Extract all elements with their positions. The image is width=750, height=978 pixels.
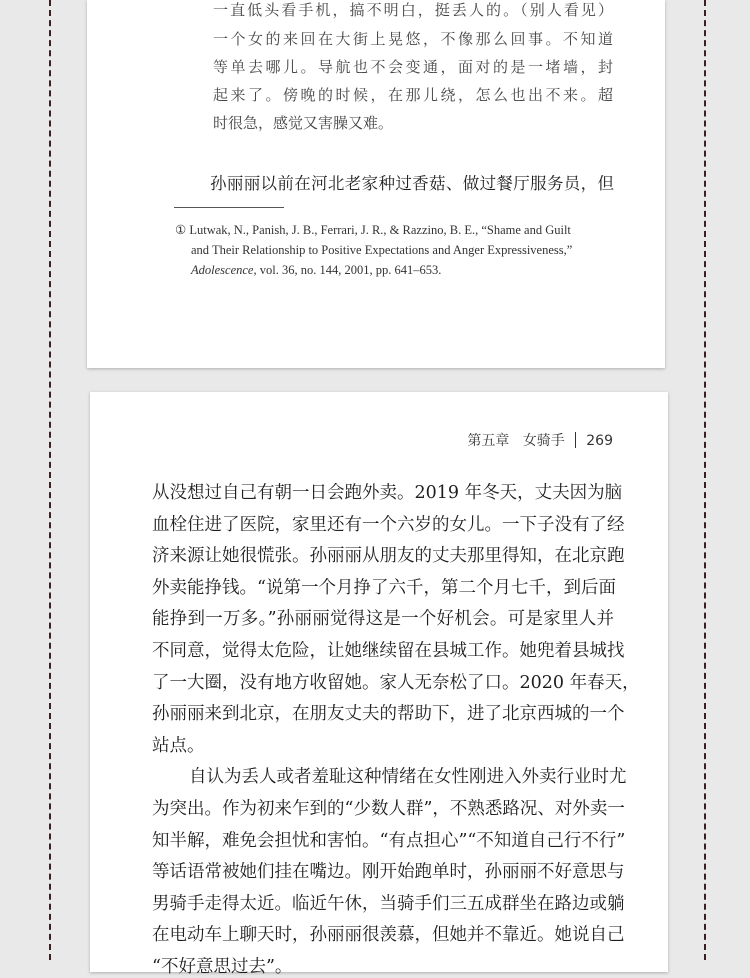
body-line: 知半解，难免会担忧和害怕。“有点担心”“不知道自己行不行” — [152, 830, 626, 851]
chapter-title: 女骑手 — [522, 433, 565, 449]
body-line: 男骑手走得太近。临近午休，当骑手们三五成群坐在路边或躺 — [152, 893, 625, 914]
footnote-marker: ① — [175, 223, 187, 237]
header-divider — [575, 432, 577, 448]
body-line: 在电动车上聊天时，孙丽丽很羡慕，但她并不靠近。她说自己 — [152, 925, 625, 946]
body-line: 站点。 — [152, 735, 205, 756]
body-line: 孙丽丽以前在河北老家种过香菇、做过餐厅服务员，但 — [210, 174, 614, 193]
right-dashed-border — [704, 0, 706, 960]
quote-line: 等单去哪儿。导航也不会变通，面对的是一堵墙，封 — [213, 58, 613, 76]
left-dashed-border — [49, 0, 51, 960]
quote-line: 一直低头看手机，搞不明白，挺丢人的。（别人看见） — [213, 1, 613, 19]
body-line: “不好意思过去”。 — [152, 957, 293, 977]
body-line: 能挣到一万多。”孙丽丽觉得这是一个好机会。可是家里人并 — [152, 609, 614, 630]
body-line: 血栓住进了医院，家里还有一个六岁的女儿。一下子没有了经 — [152, 514, 625, 535]
page-number: 269 — [586, 433, 613, 449]
body-line: 等话语常被她们挂在嘴边。刚开始跑单时，孙丽丽不好意思与 — [152, 862, 625, 883]
body-line: 从没想过自己有朝一日会跑外卖。2019 年冬天，丈夫因为脑 — [152, 483, 623, 503]
body-line: 不同意，觉得太危险，让她继续留在县城工作。她兜着县城找 — [152, 641, 625, 661]
footnote-line: , vol. 36, no. 144, 2001, pp. 641–653. — [253, 263, 442, 277]
footnote-rule — [174, 207, 284, 208]
body-line: 了一大圈，没有地方收留她。家人无奈松了口。2020 年春天， — [152, 672, 640, 693]
running-header — [467, 430, 613, 450]
body-line: 为突出。作为初来乍到的“少数人群”，不熟悉路况、对外卖一 — [152, 799, 625, 819]
footnote-line: and Their Relationship to Positive Expectations and Anger Expressiveness,” — [191, 243, 573, 257]
book-page-bottom — [90, 392, 668, 977]
chapter-label: 第五章 — [467, 433, 510, 449]
book-page-top — [87, 0, 665, 368]
quote-line: 时很急，感觉又害臊又难。 — [213, 114, 394, 132]
quote-line: 一个女的来回在大街上晃悠，不像那么回事。不知道 — [213, 30, 613, 48]
footnote-journal: Adolescence — [191, 263, 254, 277]
body-line: 自认为丢人或者羞耻这种情绪在女性刚进入外卖行业时尤 — [189, 767, 627, 788]
footnote — [175, 220, 572, 280]
footnote-line: Lutwak, N., Panish, J. B., Ferrari, J. R., & Razzino, B. E., “Shame and Guilt — [189, 223, 571, 237]
body-line: 孙丽丽来到北京，在朋友丈夫的帮助下，进了北京西城的一个 — [152, 704, 625, 725]
body-line: 济来源让她很慌张。孙丽丽从朋友的丈夫那里得知，在北京跑 — [152, 546, 625, 567]
quote-line: 起来了。傍晚的时候，在那儿绕，怎么也出不来。超 — [213, 86, 613, 104]
body-line: 外卖能挣钱。“说第一个月挣了六千，第二个月七千，到后面 — [152, 577, 616, 598]
